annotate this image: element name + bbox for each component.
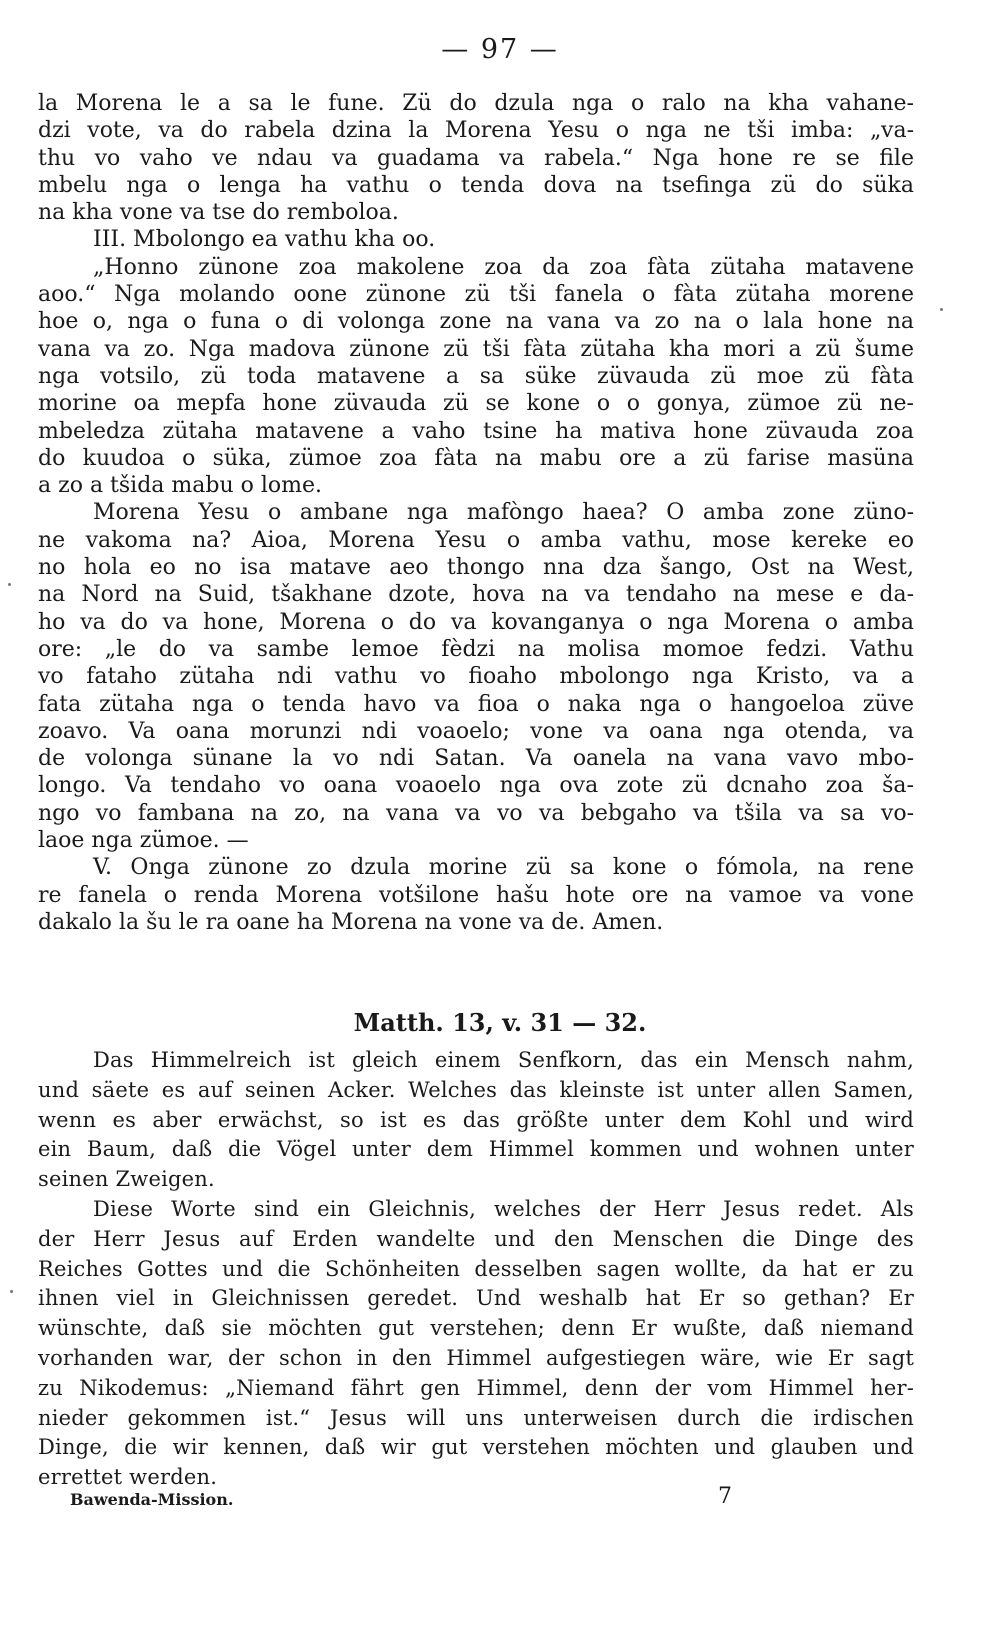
venda-text-block xyxy=(38,90,914,936)
page-number: — 97 — xyxy=(441,34,559,65)
text-line: zoavo. Va oana morunzi ndi voaoelo; vone va oana nga otenda, va xyxy=(38,718,914,744)
text-line: „Honno zünone zoa makolene zoa da zoa fàta zütaha matavene xyxy=(93,254,914,280)
text-line: mbeledza zütaha matavene a vaho tsine ha mativa hone züvauda zoa xyxy=(38,418,914,444)
text-line: Dinge, die wir kennen, daß wir gut verstehen möchten und glauben und xyxy=(38,1435,914,1460)
print-speck xyxy=(940,308,943,311)
text-line: hoe o, nga o funa o di volonga zone na vana va zo na o lala hone na xyxy=(38,309,914,335)
text-line: zu Nikodemus: „Niemand fährt gen Himmel, denn der vom Himmel her- xyxy=(38,1375,914,1400)
text-line: Reiches Gottes und die Schönheiten desselben sagen wollte, da hat er zu xyxy=(38,1256,914,1281)
text-line: ore: „le do va sambe lemoe fèdzi na molisa momoe fedzi. Vathu xyxy=(38,636,914,662)
footer-signature: Bawenda-Mission. xyxy=(70,1490,234,1509)
text-line: Das Himmelreich ist gleich einem Senfkorn, das ein Mensch nahm, xyxy=(93,1048,914,1072)
text-line: errettet werden. xyxy=(38,1465,218,1490)
text-line: aoo.“ Nga molando oone zünone zü tši fanela o fàta zütaha morene xyxy=(38,282,914,308)
text-line: la Morena le a sa le fune. Zü do dzula nga o ralo na kha vahane- xyxy=(38,91,914,116)
text-line: Diese Worte sind ein Gleichnis, welches der Herr Jesus redet. Als xyxy=(93,1196,914,1221)
text-line: morine oa mepfa hone züvauda zü se kone o o gonya, zümoe zü ne- xyxy=(38,391,914,417)
text-line: fata zütaha nga o tenda havo va fioa o naka nga o hangoeloa züve xyxy=(38,691,914,717)
text-line: ho va do va hone, Morena o do va kovanganya o nga Morena o amba xyxy=(38,609,914,635)
text-line: a zo a tšida mabu o lome. xyxy=(38,473,323,499)
text-line: ngo vo fambana na zo, na vana va vo va bebgaho va tšila va sa vo- xyxy=(38,800,914,826)
text-line: ne vakoma na? Aioa, Morena Yesu o amba vathu, mose kereke eo xyxy=(38,527,914,553)
signature-number: 7 xyxy=(718,1484,732,1509)
german-text-block xyxy=(38,1046,914,1493)
text-line: und säete es auf seinen Acker. Welches das kleinste ist unter allen Samen, xyxy=(38,1077,914,1102)
text-line: nieder gekommen ist.“ Jesus will uns unterweisen durch die irdischen xyxy=(38,1405,914,1430)
text-line: vorhanden war, der schon in den Himmel aufgestiegen wäre, wie Er sagt xyxy=(38,1345,914,1370)
text-line: de volonga sünane la vo ndi Satan. Va oanela na vana vavo mbo- xyxy=(38,746,914,772)
text-line: laoe nga zümoe. — xyxy=(38,828,249,854)
text-line: ihnen viel in Gleichnissen geredet. Und weshalb hat Er so gethan? Er xyxy=(38,1286,914,1311)
scripture-reference-heading: Matth. 13, v. 31 — 32. xyxy=(353,1008,647,1037)
print-speck xyxy=(10,1290,13,1293)
text-line: vo fataho zütaha ndi vathu vo fioaho mbolongo nga Kristo, va a xyxy=(38,664,914,690)
section-heading-iii: III. Mbolongo ea vathu kha oo. xyxy=(93,227,436,253)
text-line: Morena Yesu o ambane nga mafòngo haea? O amba zone züno- xyxy=(93,500,914,526)
text-line: seinen Zweigen. xyxy=(38,1167,215,1192)
text-line: thu vo vaho ve ndau va guadama va rabela.“ Nga hone re se file xyxy=(38,145,914,171)
text-line: do kuudoa o süka, zümoe zoa fàta na mabu ore a zü farise masüna xyxy=(38,445,914,471)
text-line: wünschte, daß sie möchten gut verstehen; denn Er wußte, daß niemand xyxy=(38,1316,914,1341)
section-heading-v: V. Onga zünone zo dzula morine zü sa kone o fómola, na rene xyxy=(93,855,914,881)
text-line: vana va zo. Nga madova zünone zü tši fàta zütaha kha mori a zü šume xyxy=(38,336,914,362)
text-line: na kha vone va tse do remboloa. xyxy=(38,200,399,226)
text-line: re fanela o renda Morena votšilone hašu hote ore na vamoe va vone xyxy=(38,882,914,908)
text-line: dakalo la šu le ra oane ha Morena na vone va de. Amen. xyxy=(38,909,664,935)
text-line: ein Baum, daß die Vögel unter dem Himmel kommen und wohnen unter xyxy=(38,1137,914,1162)
text-line: longo. Va tendaho vo oana voaoelo nga ova zote zü dcnaho zoa ša- xyxy=(38,773,914,799)
text-line: wenn es aber erwächst, so ist es das größte unter dem Kohl und wird xyxy=(38,1107,914,1132)
text-line: der Herr Jesus auf Erden wandelte und den Menschen die Dinge des xyxy=(38,1226,914,1251)
text-line: dzi vote, va do rabela dzina la Morena Yesu o nga ne tši imba: „va- xyxy=(38,118,914,144)
text-line: na Nord na Suid, tšakhane dzote, hova na va tendaho na mese e da- xyxy=(38,582,914,608)
print-speck xyxy=(8,583,11,586)
text-line: nga votsilo, zü toda matavene a sa süke züvauda zü moe zü fàta xyxy=(38,363,914,389)
text-line: no hola eo no isa matave aeo thongo nna dza šango, Ost na West, xyxy=(38,555,914,581)
text-line: mbelu nga o lenga ha vathu o tenda dova na tsefinga zü do süka xyxy=(38,172,914,198)
